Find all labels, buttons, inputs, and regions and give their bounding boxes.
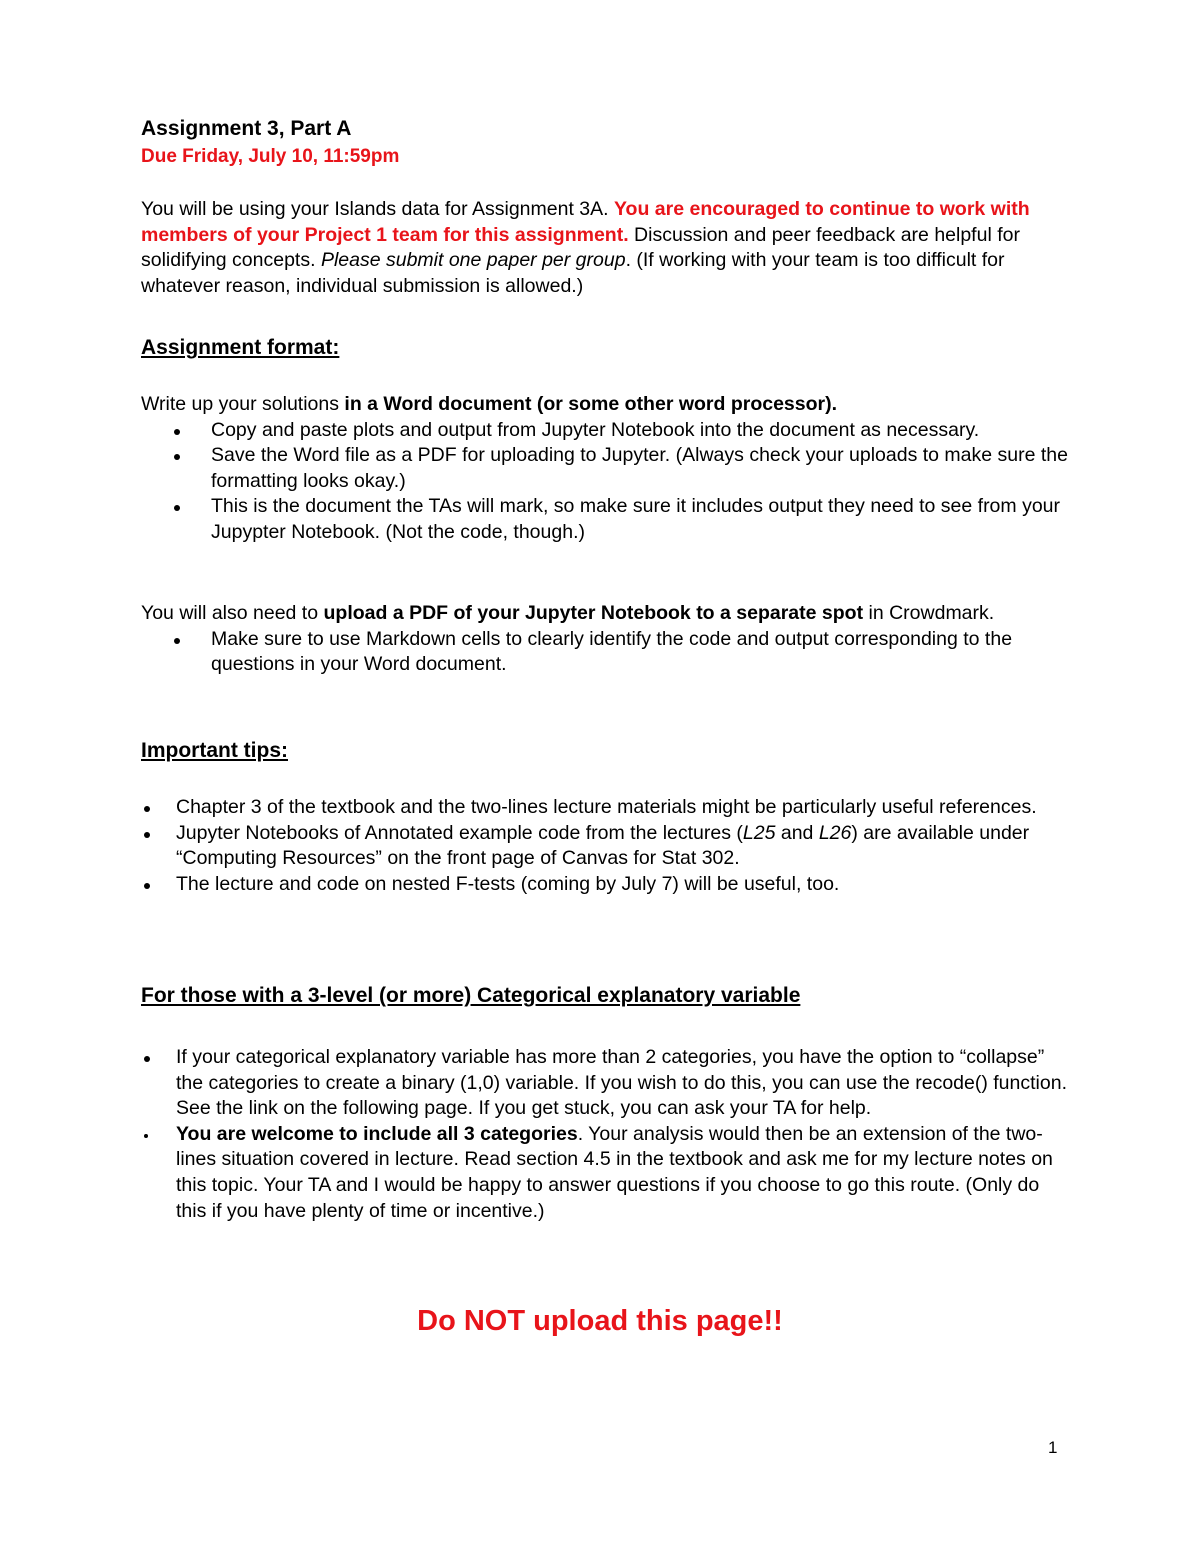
upload-section xyxy=(141,601,1071,678)
bullet-icon xyxy=(144,883,150,889)
format-bullet-list xyxy=(141,418,1071,546)
bullet-icon xyxy=(144,832,150,838)
tips-heading: Important tips: xyxy=(141,739,288,762)
intro-team-note: You are encouraged to continue to work with members of your Project 1 team for this assignment. xyxy=(141,198,1030,246)
bullet-icon xyxy=(174,429,180,435)
bullet-icon xyxy=(144,1056,150,1062)
upload-bullet: Make sure to use Markdown cells to clearly identify the code and output corresponding to the questions in your Word document. xyxy=(211,627,1013,676)
intro-sentence-3: Discussion and peer feedback are helpful for solidifying concepts. xyxy=(141,223,1020,272)
bullet-icon xyxy=(174,454,180,460)
list-item xyxy=(141,494,1071,545)
format-line-b: in a Word document (or some other word processor). xyxy=(344,393,838,415)
upload-line xyxy=(141,601,1071,627)
bullet-icon xyxy=(144,1134,148,1138)
list-item xyxy=(141,795,1071,821)
format-section xyxy=(141,392,1071,546)
list-item xyxy=(141,627,1071,678)
intro-paragraph xyxy=(141,197,1071,299)
list-item xyxy=(141,1045,1071,1122)
tips-section xyxy=(141,795,1071,897)
format-bullet-2: Save the Word file as a PDF for uploading to Jupyter. (Always check your uploads to make sure the formatting looks okay.) xyxy=(211,444,1068,492)
list-item xyxy=(141,872,1071,898)
tip-2a: Jupyter Notebooks of Annotated example code from the lectures ( xyxy=(176,821,743,844)
upload-line-b: upload a PDF of your Jupyter Notebook to a separate spot xyxy=(323,602,864,624)
format-bullet-1: Copy and paste plots and output from Jupyter Notebook into the document as necessary. xyxy=(211,418,980,441)
bullet-icon xyxy=(174,638,180,644)
due-date: Due Friday, July 10, 11:59pm xyxy=(141,146,400,167)
upload-warning: Do NOT upload this page!! xyxy=(417,1305,783,1337)
list-item xyxy=(141,443,1071,494)
list-item xyxy=(141,418,1071,444)
list-item xyxy=(141,821,1071,872)
bullet-icon xyxy=(144,806,150,812)
categorical-item-2a: You are welcome to include all 3 categories xyxy=(176,1122,578,1145)
tip-2d: L26 xyxy=(818,821,852,844)
categorical-item-1: If your categorical explanatory variable has more than 2 categories, you have the option to “collapse” the categories to create a binary (1,0) variable. If you wish to do this, you can use the recode() function. See the link on the following page. If you get stuck, you can ask your TA for help. xyxy=(176,1046,1067,1120)
format-bullet-3: This is the document the TAs will mark, so make sure it includes output they need to see from your Jupypter Notebook. (Not the code, though.) xyxy=(211,495,1061,543)
upload-line-c: in Crowdmark. xyxy=(863,602,995,624)
format-intro-line xyxy=(141,392,1071,418)
format-line-a: Write up your solutions xyxy=(141,393,345,415)
categorical-item-2b: . Your analysis would then be an extension of the two-lines situation covered in lecture. Read section 4.5 in the textbook and ask me for my lecture notes on this topic. Your TA and I would be happy to answer questions if you choose to go this route. (Only do this if you have plenty of time or incentive.) xyxy=(176,1122,1053,1222)
tips-bullet-list xyxy=(141,795,1071,897)
tip-2e: ) are available under “Computing Resources” on the front page of Canvas for Stat 302. xyxy=(176,821,1030,870)
categorical-bullet-list xyxy=(141,1045,1071,1224)
page-number: 1 xyxy=(1048,1438,1058,1457)
bullet-icon xyxy=(174,505,180,511)
list-item xyxy=(141,1122,1071,1224)
intro-sentence-5: . (If working with your team is too difficult for whatever reason, individual submission is allowed.) xyxy=(141,249,1005,297)
intro-submit-note: Please submit one paper per group xyxy=(320,249,626,272)
tip-3: The lecture and code on nested F-tests (coming by July 7) will be useful, too. xyxy=(176,872,840,895)
intro-sentence-1: You will be using your Islands data for Assignment 3A. xyxy=(141,198,614,220)
tip-2b: L25 xyxy=(742,821,776,844)
tip-2c: and xyxy=(775,821,819,844)
assignment-title: Assignment 3, Part A xyxy=(141,117,352,140)
categorical-heading: For those with a 3-level (or more) Categorical explanatory variable xyxy=(141,984,801,1007)
upload-bullet-list xyxy=(141,627,1071,678)
tip-1: Chapter 3 of the textbook and the two-lines lecture materials might be particularly useful references. xyxy=(176,796,1037,818)
upload-line-a: You will also need to xyxy=(141,602,324,624)
categorical-section xyxy=(141,1045,1071,1224)
format-heading: Assignment format: xyxy=(141,336,340,359)
